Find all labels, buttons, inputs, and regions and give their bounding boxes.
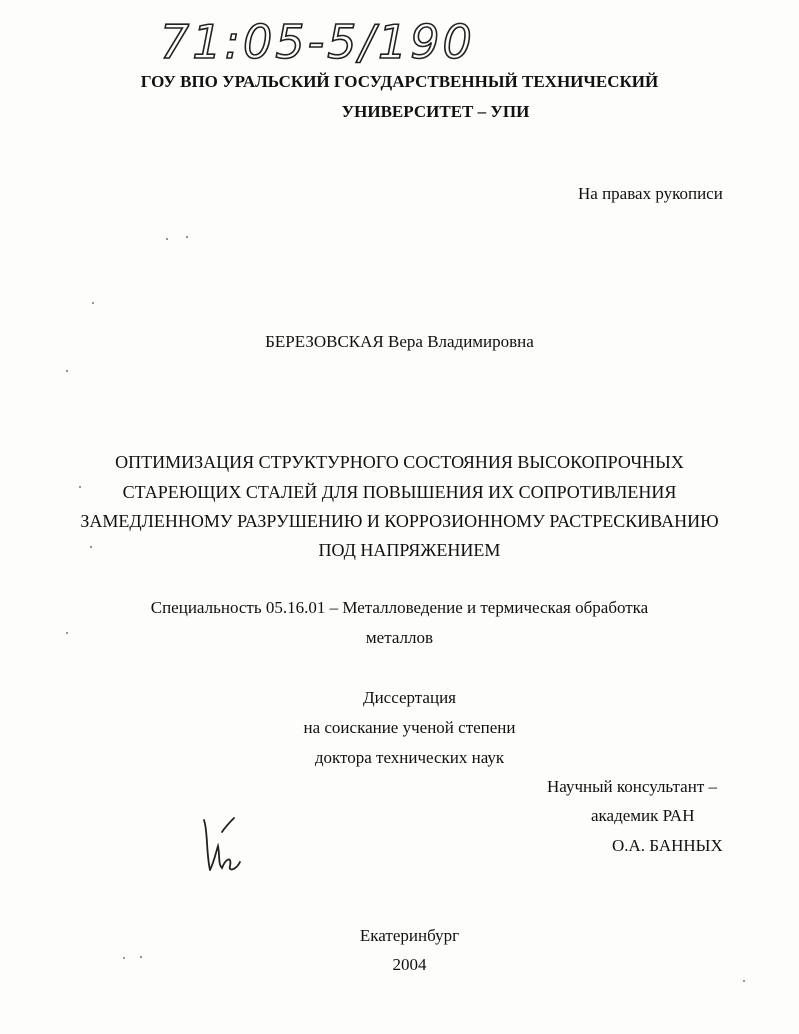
handwritten-archive-number [150,10,480,74]
scan-speck [79,486,81,488]
organization-line-2: УНИВЕРСИТЕТ – УПИ [341,102,530,121]
dissertation-label: Диссертация [362,688,456,707]
scan-speck [186,236,188,238]
city: Екатеринбург [359,926,460,945]
scan-speck [90,546,92,548]
consultant-name: О.А. БАННЫХ [612,836,723,855]
specialty-line-2: металлов [365,628,434,647]
scan-speck [92,302,94,304]
thesis-title-line-3: ЗАМЕДЛЕННОМУ РАЗРУШЕНИЮ И КОРРОЗИОННОМУ РАСТРЕСКИВАНИЮ [80,511,719,531]
degree-field-line: доктора технических наук [314,748,505,767]
thesis-title-line-1: ОПТИМИЗАЦИЯ СТРУКТУРНОГО СОСТОЯНИЯ ВЫСОКОПРОЧНЫХ [115,452,684,472]
author-name: БЕРЕЗОВСКАЯ Вера Владимировна [265,332,534,351]
specialty-line-1: Специальность 05.16.01 – Металловедение и термическая обработка [150,598,649,617]
scan-speck [166,238,168,240]
manuscript-note: На правах рукописи [578,184,723,203]
consultant-role: Научный консультант – [547,777,717,796]
organization-line-1: ГОУ ВПО УРАЛЬСКИЙ ГОСУДАРСТВЕННЫЙ ТЕХНИЧЕСКИЙ [140,72,659,91]
thesis-title-line-2: СТАРЕЮЩИХ СТАЛЕЙ ДЛЯ ПОВЫШЕНИЯ ИХ СОПРОТИВЛЕНИЯ [122,482,677,502]
scan-speck [743,980,745,982]
scan-speck [66,632,68,634]
consultant-rank: академик РАН [591,806,695,825]
thesis-title-line-4: ПОД НАПРЯЖЕНИЕМ [318,540,501,560]
degree-line: на соискание ученой степени [303,718,516,737]
scan-speck [123,957,125,959]
year: 2004 [392,955,427,974]
handwritten-signature [196,812,246,878]
scan-speck [66,370,68,372]
scan-speck [140,956,142,958]
archive-number-text: 71:05-5/190 [160,15,475,69]
